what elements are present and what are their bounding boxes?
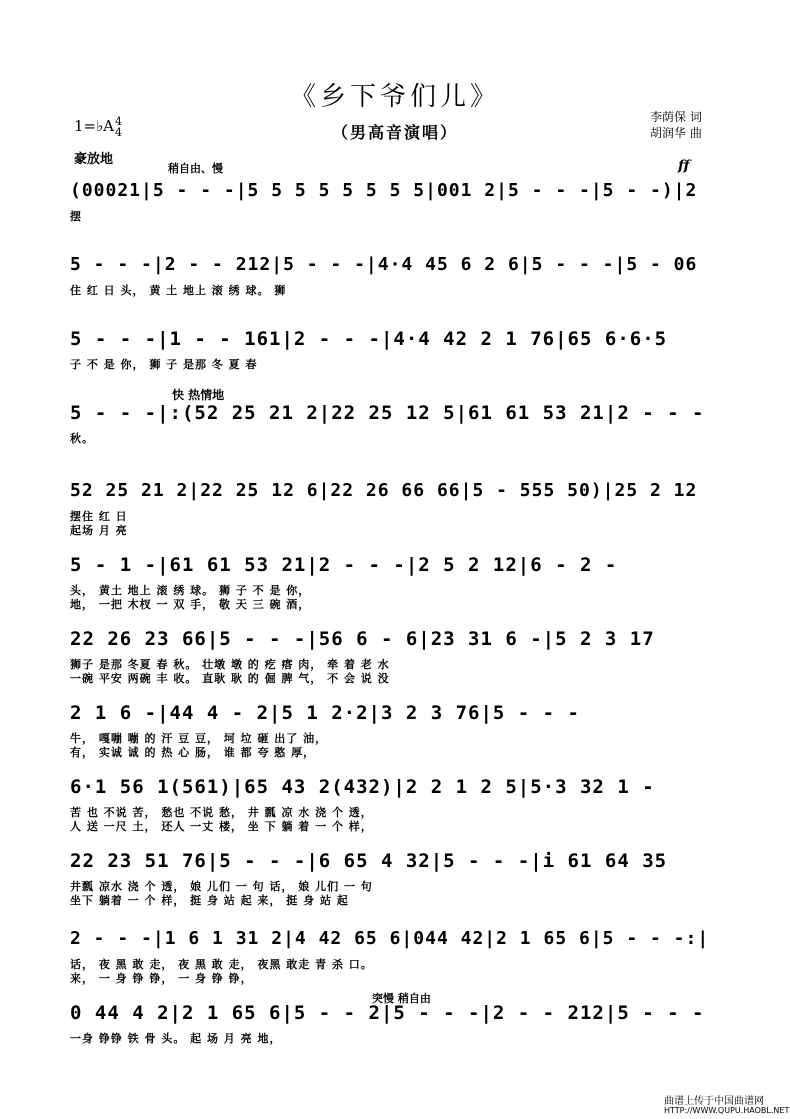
style-mark-3: 快 热情地 [172,388,225,402]
lyric-line-2: 有， 实诚 诚 的 热 心 肠， 谁 都 夸 憨 厚， [70,746,316,759]
notation-row: 52 25 21 2|22 25 12 6|22 26 66 66|5 - 555 50)|25 2 12 [70,480,698,501]
lyric-line-1: 一身 铮铮 铁 骨 头。 起 场 月 亮 地， [70,1032,282,1045]
notation-row: 5 - - -|2 - - 212|5 - - -|4·4 45 6 2 6|5 - - -|5 - 06 [70,254,698,275]
time-top: 4 [115,115,123,128]
lyric-line-1: 头， 黄土 地上 滚 绣 球。 狮 子 不 是 你， [70,584,311,597]
composer-credit: 胡润华 曲 [650,126,702,140]
notation-row: 5 - - -|:(52 25 21 2|22 25 12 5|61 61 53 21|2 - - - [70,402,705,424]
notation-row: (00021|5 - - -|5 5 5 5 5 5 5 5|001 2|5 - - -|5 - -)|2 [70,180,698,201]
lyric-line-2: 起场 月 亮 [70,524,128,537]
lyric-line-2: 坐下 躺着 一 个 样， 挺 身 站 起 来， 挺 身 站 起 [70,894,349,907]
lyric-line-1: 摆 [70,210,82,223]
time-signature [115,116,122,138]
notation-row: 5 - - -|1 - - 161|2 - - -|4·4 42 2 1 76|65 6·6·5 [70,328,668,350]
lyric-line-1: 秋。 [70,432,94,445]
page-subtitle: （男高音演唱） [331,123,458,142]
key-label: 1=♭A [74,117,115,135]
time-bottom: 4 [115,126,123,139]
lyric-line-1: 井瓢 凉水 浇 个 透， 娘 儿们 一 句 话， 娘 儿们 一 句 [70,880,373,893]
style-mark-4: 突慢 稍自由 [372,992,431,1005]
notation-row: 2 1 6 -|44 4 - 2|5 1 2·2|3 2 3 76|5 - - - [70,702,580,724]
notation-row: 22 23 51 76|5 - - -|6 65 4 32|5 - - -|i 61 64 35 [70,850,668,872]
lyric-line-1: 苦 也 不说 苦， 愁也 不说 愁， 井 瓢 凉 水 浇 个 透， [70,806,373,819]
lyric-line-2: 来， 一 身 铮 铮， 一 身 铮 铮， [70,972,253,985]
lyric-line-2: 地， 一把 木杈 一 双 手， 敬 天 三 碗 酒， [70,598,311,611]
page-title: 《乡下爷们儿》 [289,82,500,112]
style-mark-2: 稍自由、慢 [168,162,223,175]
notation-row: 5 - 1 -|61 61 53 21|2 - - -|2 5 2 12|6 - 2 - [70,554,618,576]
notation-row: 2 - - -|1 6 1 31 2|4 42 65 6|044 42|2 1 65 6|5 - - -:| [70,928,710,949]
footer-site: 曲谱上传于中国曲谱网 [664,1096,764,1107]
lyric-line-2: 一碗 平安 两碗 丰 收。 直耿 耿 的 倔 脾 气， 不 会 说 没 [70,672,390,685]
lyric-line-2: 人 送 一尺 土， 还人 一丈 楼， 坐 下 躺 着 一 个 样， [70,820,373,833]
lyricist-credit: 李荫保 词 [650,110,702,124]
key-signature [74,116,122,138]
lyric-line-1: 话， 夜 黑 敢 走， 夜 黑 敢 走， 夜黑 敢走 青 杀 口。 [70,958,373,971]
notation-row: 6·1 56 1(561)|65 43 2(432)|2 2 1 2 5|5·3 32 1 - [70,776,655,798]
lyric-line-1: 子 不 是 你， 狮 子 是那 冬 夏 春 [70,358,258,371]
footer-url: HTTP://WWW.QUPU.HAOBL.NET [664,1106,790,1115]
lyric-line-1: 狮子 是那 冬夏 春 秋。 壮墩 墩 的 疙 瘩 肉， 牵 着 老 水 [70,658,390,671]
lyric-line-1: 住 红 日 头， 黄 土 地上 滚 绣 球。 狮 [70,284,287,297]
notation-row: 0 44 4 2|2 1 65 6|5 - - 2|5 - - -|2 - - 212|5 - - - [70,1002,705,1024]
lyric-line-1: 牛， 嘎嘣 嘣 的 汗 豆 豆， 坷 垃 砸 出了 油， [70,732,328,745]
lyric-line-1: 摆住 红 日 [70,510,128,523]
dynamic-mark: ff [678,158,690,174]
style-mark-1: 豪放地 [74,152,114,167]
notation-row: 22 26 23 66|5 - - -|56 6 - 6|23 31 6 -|5 2 3 17 [70,628,655,650]
